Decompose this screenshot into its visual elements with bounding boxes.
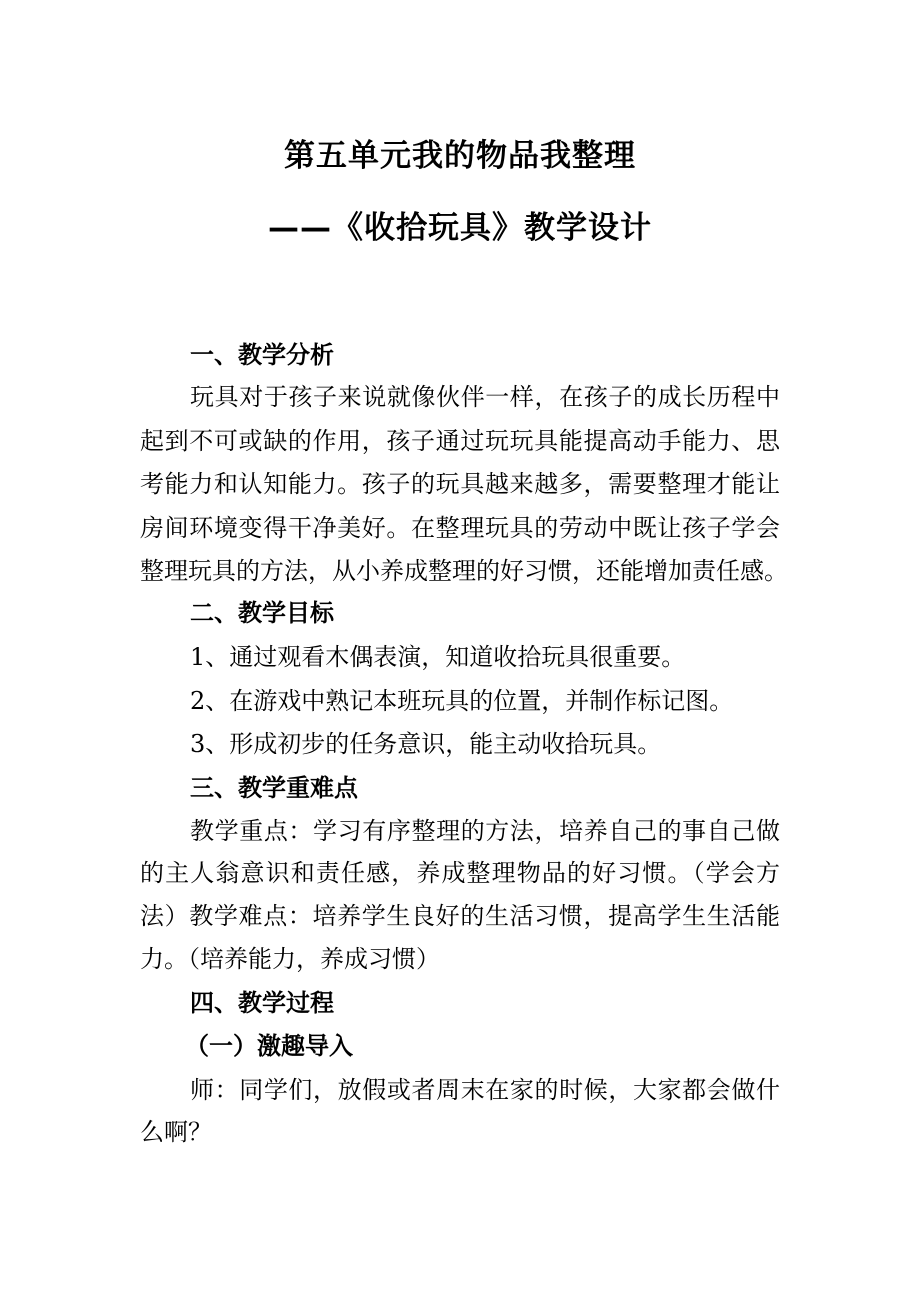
paragraph-line: 整理玩具的方法，从小养成整理的好习惯，还能增加责任感。 xyxy=(140,557,788,585)
paragraph-line: 玩具对于孩子来说就像伙伴一样，在孩子的成长历程中 xyxy=(190,383,780,411)
paragraph-line: 师：同学们，放假或者周末在家的时候，大家都会做什 xyxy=(190,1076,780,1104)
paragraph-line: 房间环境变得干净美好。在整理玩具的劳动中既让孩子学会 xyxy=(140,514,780,542)
section-heading: 四、教学过程 xyxy=(190,989,334,1017)
document-subtitle: ——《收拾玩具》教学设计 xyxy=(268,210,652,246)
paragraph-line: 么啊？ xyxy=(140,1118,212,1146)
paragraph-line: 考能力和认知能力。孩子的玩具越来越多，需要整理才能让 xyxy=(140,470,780,498)
list-item: 2、在游戏中熟记本班玩具的位置，并制作标记图。 xyxy=(190,687,734,715)
paragraph-line: 教学重点：学习有序整理的方法，培养自己的事自己做 xyxy=(190,817,780,845)
section-heading: 一、教学分析 xyxy=(190,341,334,369)
paragraph-line: 法）教学难点：培养学生良好的生活习惯，提高学生生活能 xyxy=(140,902,780,930)
paragraph-line: 的主人翁意识和责任感，养成整理物品的好习惯。（学会方 xyxy=(140,859,780,887)
section-heading: 二、教学目标 xyxy=(190,599,334,627)
section-heading: 三、教学重难点 xyxy=(190,774,358,802)
list-item: 3、形成初步的任务意识，能主动收拾玩具。 xyxy=(190,730,662,758)
paragraph-line: 力。（培养能力，养成习惯） xyxy=(140,945,440,973)
subsection-heading: （一）激趣导入 xyxy=(185,1032,353,1060)
document-title: 第五单元我的物品我整理 xyxy=(284,138,636,174)
list-item: 1、通过观看木偶表演，知道收拾玩具很重要。 xyxy=(190,643,686,671)
paragraph-line: 起到不可或缺的作用，孩子通过玩玩具能提高动手能力、思 xyxy=(140,427,780,455)
